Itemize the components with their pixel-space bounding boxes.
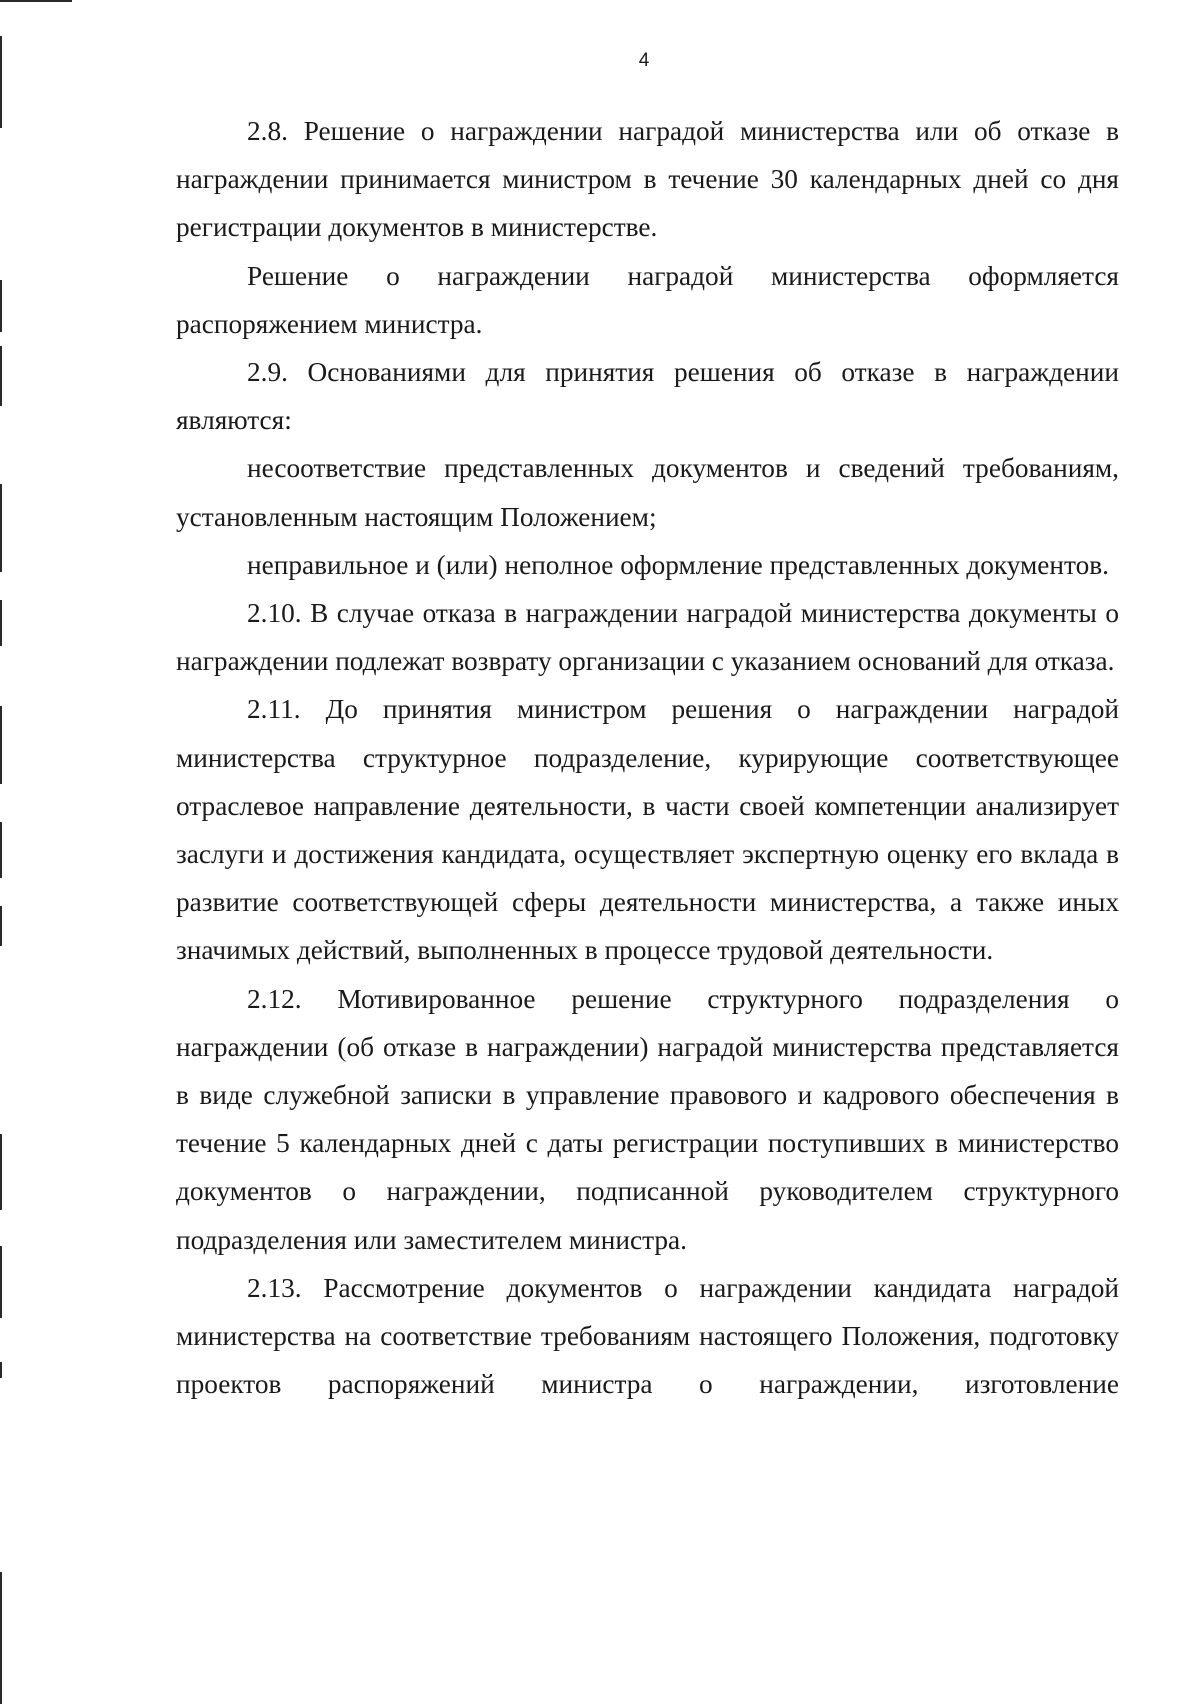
paragraph-2-13: 2.13. Рассмотрение документов о награждении кандидата наградой министерства на соответствие требованиям настоящего Положения, подготовку проектов распоряжений министра о награждении, изготовление <box>176 1272 1119 1400</box>
scan-edge-mark <box>0 1246 2 1318</box>
list-item-refusal-ground: несоответствие представленных документов и сведений требованиям, установленным настоящим Положением; <box>176 453 1119 532</box>
paragraph-2-11: 2.11. До принятия министром решения о награждении наградой министерства структурное подразделение, курирующие соответствующее отраслевое направление деятельности, в части своей компетенции анализирует заслуги и достижения кандидата, осуществляет экспертную оценку его вклада в развитие соответствующей сферы деятельности министерства, а также иных значимых действий, выполненных в процессе трудовой деятельности. <box>176 694 1119 966</box>
scan-edge-mark <box>0 1572 2 1704</box>
scan-edge-mark <box>0 484 2 572</box>
scan-edge-mark <box>0 822 2 878</box>
scan-edge-mark <box>0 1362 2 1378</box>
scan-edge-mark <box>0 280 2 332</box>
scan-edge-mark <box>0 706 2 784</box>
list-item-refusal-ground: неправильное и (или) неполное оформление представленных документов. <box>247 549 1109 580</box>
scan-edge-mark <box>0 1134 2 1210</box>
paragraph-2-9: 2.9. Основаниями для принятия решения об отказе в награждении являются: <box>176 357 1119 436</box>
paragraph-2-8: 2.8. Решение о награждении наградой министерства или об отказе в награждении принимается министром в течение 30 календарных дней со дня регистрации документов в министерстве. <box>176 116 1119 243</box>
scan-edge-mark <box>0 0 72 2</box>
scan-edge-mark <box>0 906 2 946</box>
scan-edge-mark <box>0 346 2 406</box>
paragraph-2-10: 2.10. В случае отказа в награждении наградой министерства документы о награждении подлежат возврату организации с указанием оснований для отказа. <box>176 598 1119 677</box>
document-body <box>176 107 1119 1408</box>
paragraph-decision-format: Решение о награждении наградой министерства оформляется распоряжением министра. <box>176 260 1119 339</box>
paragraph-2-12: 2.12. Мотивированное решение структурного подразделения о награждении (об отказе в награждении) наградой министерства представляется в виде служебной записки в управление правового и кадрового обеспечения в течение 5 календарных дней с даты регистрации поступивших в министерство документов о награждении, подписанной руководителем структурного подразделения или заместителем министра. <box>176 983 1119 1255</box>
page-number: 4 <box>638 50 650 71</box>
scan-edge-mark <box>0 600 2 646</box>
